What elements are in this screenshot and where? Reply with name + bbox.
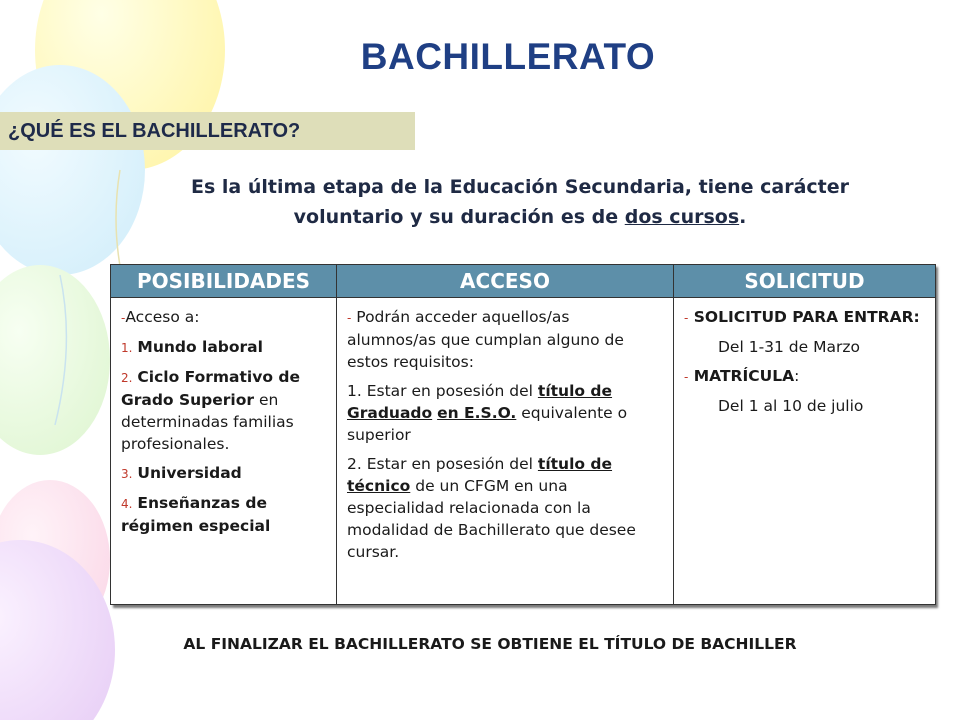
list-item (121, 366, 326, 455)
dash-bullet: - (347, 311, 352, 325)
acceso-requirement-1 (347, 380, 663, 446)
footer-note: AL FINALIZAR EL BACHILLERATO SE OBTIENE EL TÍTULO DE BACHILLER (183, 635, 797, 653)
info-table-container (110, 264, 935, 605)
solicitud-entrar-label: SOLICITUD PARA ENTRAR: (688, 308, 920, 326)
item-rest: en determinadas familias profesionales. (121, 391, 294, 453)
solicitud-matricula (684, 365, 925, 388)
item-bold: Enseñanzas de régimen especial (121, 494, 271, 535)
acceso-intro-text: Podrán acceder aquellos/as alumnos/as que cumplan alguno de estos requisitos: (347, 308, 624, 371)
intro-paragraph (140, 172, 900, 232)
header-acceso: ACCESO (337, 265, 674, 298)
solicitud-entrar-dates: Del 1-31 de Marzo (718, 338, 860, 356)
req1-post: equivalente o superior (347, 404, 628, 444)
req1-underlined-1: título de Graduado (347, 382, 613, 422)
item-bold: Ciclo Formativo de Grado Superior (121, 368, 300, 409)
matricula-colon: : (794, 367, 800, 385)
intro-underlined-text: dos cursos (624, 206, 740, 228)
cell-posibilidades (111, 298, 337, 605)
req2-underlined: título de técnico (347, 455, 613, 495)
item-number: 2. (121, 371, 133, 385)
item-bold: Universidad (137, 464, 242, 482)
acceso-requirement-2 (347, 453, 663, 563)
table-header-row (111, 265, 936, 298)
dash-bullet: - (684, 370, 689, 384)
req1-underlined-2: en E.S.O. (437, 404, 517, 422)
acceso-intro (347, 306, 663, 373)
cell-acceso (337, 298, 674, 605)
info-table (110, 264, 936, 605)
page-title: BACHILLERATO (360, 36, 656, 77)
list-item (121, 336, 326, 359)
cell-solicitud (674, 298, 936, 605)
matricula-dates: Del 1 al 10 de julio (718, 397, 864, 415)
posibilidades-intro-text: Acceso a: (125, 308, 200, 326)
dash-bullet: - (121, 311, 126, 325)
intro-text: Es la última etapa de la Educación Secundaria, tiene carácter voluntario y su duración es de (191, 176, 849, 228)
dash-bullet: - (684, 311, 689, 325)
list-item (121, 462, 326, 485)
header-solicitud: SOLICITUD (674, 265, 936, 298)
req1-pre: 1. Estar en posesión del (347, 382, 538, 400)
matricula-label: MATRÍCULA (688, 367, 795, 385)
req2-pre: 2. Estar en posesión del (347, 455, 538, 473)
table-row (111, 298, 936, 605)
item-number: 4. (121, 497, 133, 511)
posibilidades-intro (121, 306, 326, 329)
solicitud-entrar (684, 306, 925, 329)
item-bold: Mundo laboral (137, 338, 263, 356)
header-posibilidades: POSIBILIDADES (111, 265, 337, 298)
item-number: 3. (121, 467, 133, 481)
req2-post: de un CFGM en una especialidad relacionada con la modalidad de Bachillerato que desee cursar. (347, 477, 636, 561)
section-question-banner: ¿QUÉ ES EL BACHILLERATO? (0, 112, 415, 150)
balloon-green (0, 265, 110, 455)
intro-end: . (739, 206, 747, 228)
item-number: 1. (121, 341, 133, 355)
list-item (121, 492, 326, 537)
